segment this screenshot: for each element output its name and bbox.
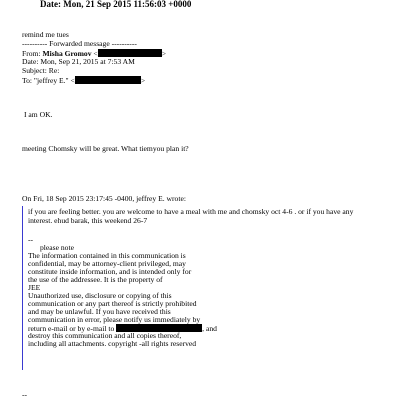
disclaimer-line: destroy this communication and all copies thereof,	[28, 331, 182, 340]
to-line	[22, 76, 145, 85]
from-name: Misha Gromov	[42, 49, 92, 58]
redaction-bar	[75, 76, 141, 84]
quoted-line-1: if you are feeling better. you are welcome to have a meal with me and chomsky oct 4-6 . or if you have any	[28, 207, 354, 216]
body-line-1: I am OK.	[24, 110, 53, 119]
disclaimer-line: including all attachments. copyright -all rights reserved	[28, 339, 197, 348]
from-close-bracket: >	[161, 49, 166, 58]
quote-intro: On Fri, 18 Sep 2015 23:17:45 -0400, jeffrey E. wrote:	[22, 194, 186, 203]
disclaimer-line: communication or any part thereof is strictly prohibited	[28, 299, 197, 308]
disclaimer-line: JEE	[28, 283, 41, 292]
header-date-value: Mon, 21 Sep 2015 11:56:03 +0000	[63, 0, 192, 9]
email-line-start: return e-mail or by e-mail to	[28, 324, 115, 333]
disclaimer-line: confidential, may be attorney-client privileged, may	[28, 259, 186, 268]
signature-dash: --	[28, 235, 34, 244]
from-open-bracket: <	[93, 49, 98, 58]
header-date-label: Date:	[40, 0, 61, 9]
disclaimer-line: The information contained in this communication is	[28, 251, 186, 260]
reminder-note: remind me tues	[22, 30, 69, 39]
quoted-message	[22, 206, 393, 370]
disclaimer-line: communication in error, please notify us immediately by	[28, 315, 201, 324]
disclaimer-line: and may be unlawful. If you have received this	[28, 307, 171, 316]
to-text: To: "jeffrey E." <	[22, 76, 75, 85]
quoted-line-2: interest. ehud barak, this weekend 26-7	[28, 216, 148, 225]
please-note: please note	[40, 243, 74, 252]
email-line-end: , and	[202, 324, 217, 333]
body-line-2: meeting Chomsky will be great. What tiemyou plan it?	[22, 144, 189, 153]
disclaimer-line: the use of the addressee. It is the property of	[28, 275, 163, 284]
to-close-bracket: >	[140, 76, 146, 85]
from-label: From:	[22, 49, 41, 58]
sent-date-line: Date: Mon, Sep 21, 2015 at 7:53 AM	[22, 57, 135, 66]
disclaimer-line: constitute inside information, and is intended only for	[28, 267, 192, 276]
subject-line: Subject: Re:	[22, 66, 60, 75]
footer-dash: --	[22, 390, 28, 399]
disclaimer-line: Unauthorized use, disclosure or copying of this	[28, 291, 172, 300]
header-date	[40, 0, 191, 9]
forward-marker: ---------- Forwarded message ----------	[22, 39, 137, 48]
redaction-bar	[98, 49, 162, 57]
